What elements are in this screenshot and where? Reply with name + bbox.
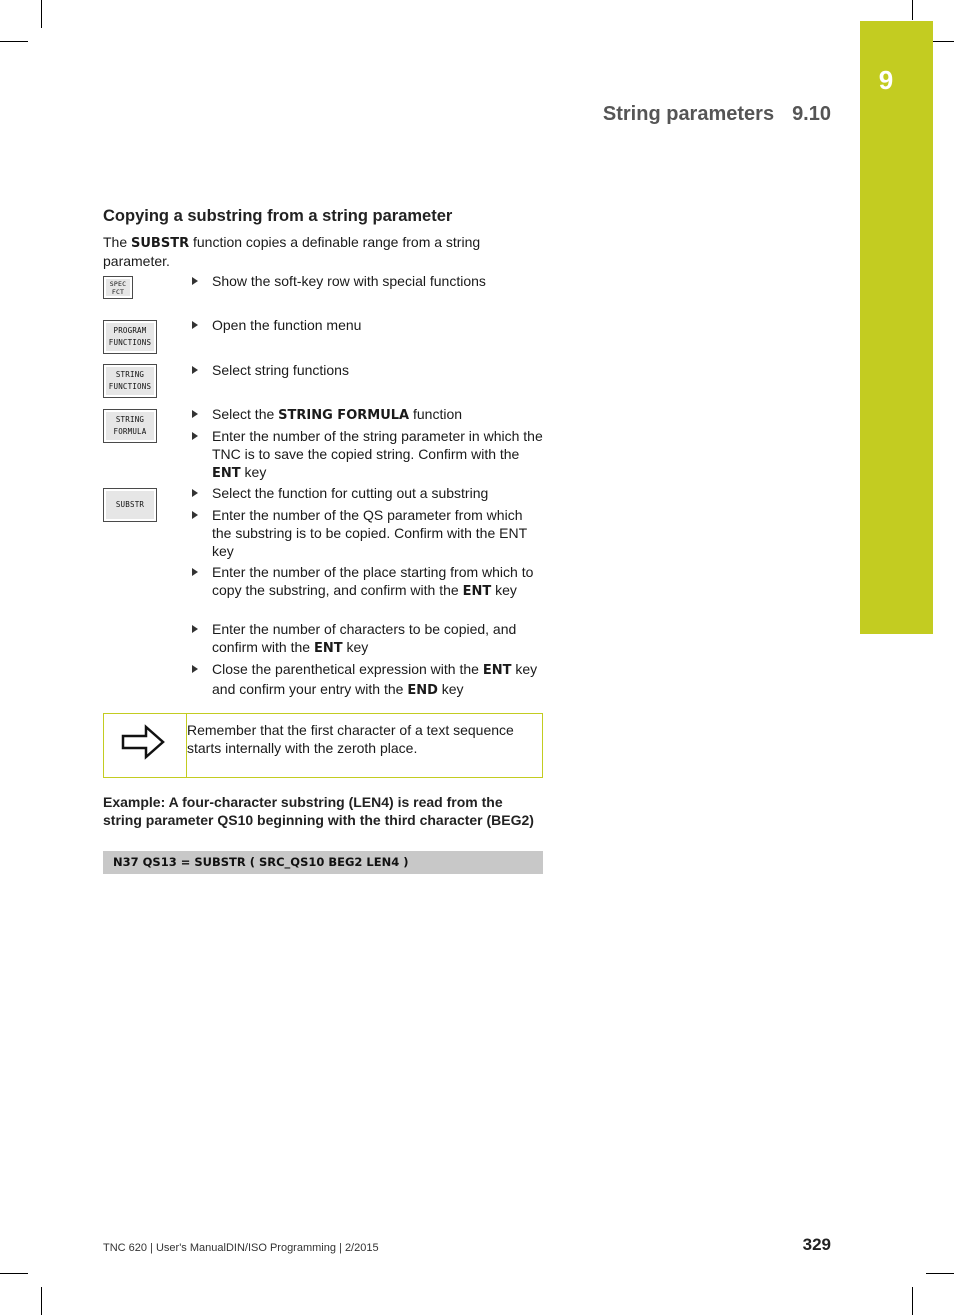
- softkey-label: FCT: [111, 287, 125, 296]
- arrow-right-icon: [120, 722, 166, 762]
- step-text: key: [240, 464, 267, 480]
- note-box: [103, 713, 543, 778]
- softkey-label: STRING: [115, 415, 145, 424]
- step-key: ENT: [212, 466, 241, 481]
- running-head-title: String parameters: [602, 103, 775, 125]
- running-head: [603, 103, 831, 126]
- step-text: Enter the number of the QS parameter from which the substring is to be copied. Confirm with the ENT key: [212, 507, 527, 559]
- softkey-label: SUBSTR: [115, 500, 145, 509]
- step-text: Show the soft-key row with special functions: [212, 273, 486, 289]
- crop-mark: [41, 1287, 42, 1315]
- step-item: [192, 427, 544, 483]
- intro-paragraph: [103, 234, 543, 270]
- crop-mark: [912, 1287, 913, 1315]
- softkey-spec-fct[interactable]: [103, 276, 133, 299]
- step-key: ENT: [462, 584, 492, 599]
- step-item: [192, 506, 544, 560]
- step-key: ENT: [313, 641, 343, 656]
- running-head-section: 9.10: [792, 103, 831, 125]
- bullet-arrow-icon: [192, 277, 198, 285]
- step-text: Select string functions: [212, 362, 349, 378]
- bullet-arrow-icon: [192, 410, 198, 418]
- softkey-label: PROGRAM: [113, 326, 147, 335]
- bullet-arrow-icon: [192, 432, 198, 440]
- step-text: key and confirm your entry with the: [212, 661, 538, 697]
- bullet-arrow-icon: [192, 511, 198, 519]
- step-text: Enter the number of characters to be copied, and confirm with the: [212, 621, 517, 655]
- crop-mark: [0, 41, 28, 42]
- softkey-string-formula[interactable]: [103, 409, 157, 443]
- intro-keyword: SUBSTR: [131, 236, 190, 251]
- chapter-number: 9: [878, 65, 894, 95]
- step-item: [192, 660, 544, 700]
- chapter-tab: [860, 21, 933, 634]
- softkey-label: FORMULA: [113, 427, 147, 436]
- step-item: [192, 361, 544, 379]
- step-text: Enter the number of the place starting from which to copy the substring, and confirm with the: [212, 564, 534, 598]
- softkey-substr[interactable]: [103, 488, 157, 522]
- step-text: key: [437, 681, 464, 697]
- crop-mark: [912, 0, 913, 20]
- step-item: [192, 563, 544, 601]
- bullet-arrow-icon: [192, 489, 198, 497]
- section-title: Copying a substring from a string parameter: [103, 207, 453, 225]
- step-item: [192, 405, 544, 425]
- step-key: STRING FORMULA: [278, 408, 410, 423]
- step-item: [192, 484, 544, 502]
- step-text: Select the function for cutting out a substring: [212, 485, 489, 501]
- softkey-label: FUNCTIONS: [108, 382, 152, 391]
- example-title: Example: A four-character substring (LEN4) is read from the string parameter QS10 beginning with the third character (BEG2): [103, 794, 534, 828]
- step-key: ENT: [482, 663, 512, 678]
- softkey-label: FUNCTIONS: [108, 338, 152, 347]
- footer-text: TNC 620 | User's ManualDIN/ISO Programming | 2/2015: [103, 1242, 379, 1254]
- bullet-arrow-icon: [192, 366, 198, 374]
- bullet-arrow-icon: [192, 568, 198, 576]
- crop-mark: [926, 1273, 954, 1274]
- softkey-label: SPEC: [109, 279, 127, 288]
- crop-mark: [41, 0, 42, 28]
- step-text: Open the function menu: [212, 317, 362, 333]
- note-text: Remember that the first character of a text sequence starts internally with the zeroth place.: [187, 722, 514, 756]
- step-text: Enter the number of the string parameter in which the TNC is to save the copied string. Confirm with the: [212, 428, 543, 462]
- bullet-arrow-icon: [192, 665, 198, 673]
- intro-text: The: [103, 234, 132, 250]
- softkey-program-functions[interactable]: [103, 320, 157, 354]
- step-item: [192, 316, 544, 334]
- code-line: N37 QS13 = SUBSTR ( SRC_QS10 BEG2 LEN4 ): [103, 851, 543, 874]
- step-text: Select the: [212, 406, 279, 422]
- bullet-arrow-icon: [192, 625, 198, 633]
- step-text: key: [342, 639, 369, 655]
- step-item: [192, 620, 544, 658]
- step-text: key: [491, 582, 517, 598]
- crop-mark: [0, 1273, 28, 1274]
- step-text: Close the parenthetical expression with the: [212, 661, 483, 677]
- step-item: [192, 272, 544, 290]
- softkey-string-functions[interactable]: [103, 364, 157, 398]
- bullet-arrow-icon: [192, 321, 198, 329]
- step-text: function: [409, 406, 463, 422]
- page-number: 329: [802, 1235, 831, 1254]
- intro-text: function copies a definable range from a string parameter.: [103, 234, 481, 269]
- step-key: END: [407, 683, 438, 698]
- softkey-label: STRING: [115, 370, 145, 379]
